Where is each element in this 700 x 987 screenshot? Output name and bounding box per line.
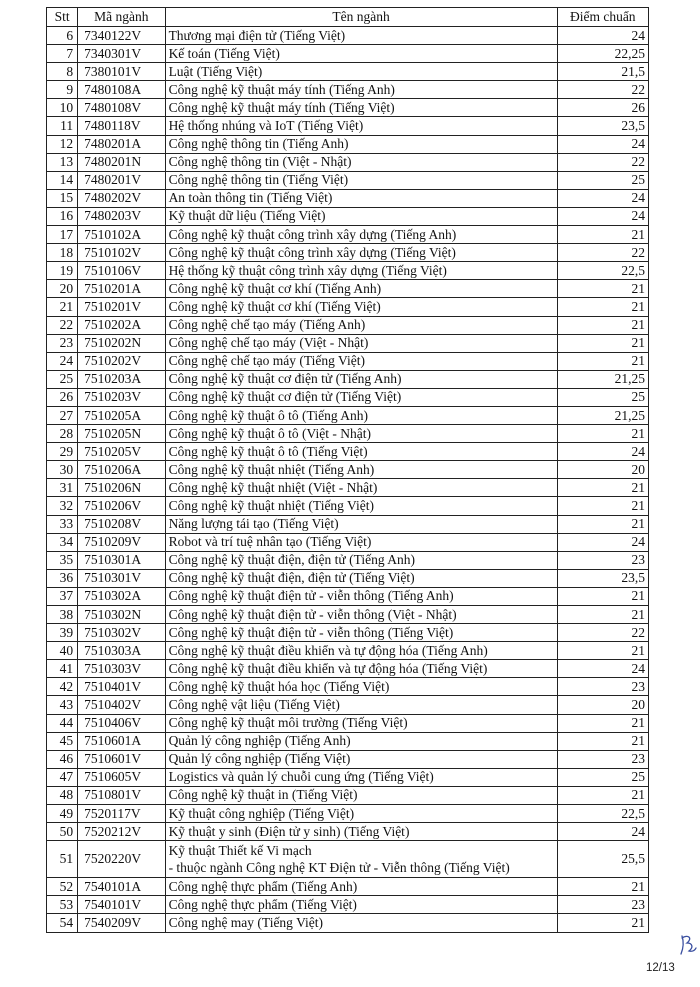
row-score: 21,25 <box>557 370 648 388</box>
row-name-line-1: Kỹ thuật Thiết kế Vi mạch <box>168 843 312 859</box>
row-name: Công nghệ kỹ thuật điện, điện tử (Tiếng Anh) <box>165 551 557 569</box>
table-row <box>47 823 649 841</box>
table-row <box>47 135 649 153</box>
row-code: 7510209V <box>78 533 165 551</box>
row-stt: 48 <box>47 786 78 804</box>
row-name: Kỹ thuật dữ liệu (Tiếng Việt) <box>165 207 557 225</box>
row-code: 7510202N <box>78 334 165 352</box>
row-name: Quản lý công nghiệp (Tiếng Anh) <box>165 732 557 750</box>
row-code: 7510601A <box>78 732 165 750</box>
row-stt: 46 <box>47 750 78 768</box>
table-row <box>47 280 649 298</box>
row-code: 7510401V <box>78 678 165 696</box>
row-name: Công nghệ thông tin (Việt - Nhật) <box>165 153 557 171</box>
table-row <box>47 27 649 45</box>
row-score: 23,5 <box>557 117 648 135</box>
table-row <box>47 786 649 804</box>
table-row <box>47 207 649 225</box>
table-row <box>47 732 649 750</box>
row-stt: 10 <box>47 99 78 117</box>
row-score: 21 <box>557 316 648 334</box>
row-score: 24 <box>557 135 648 153</box>
row-stt: 23 <box>47 334 78 352</box>
row-code: 7480118V <box>78 117 165 135</box>
table-row <box>47 99 649 117</box>
row-stt: 17 <box>47 226 78 244</box>
row-name: Công nghệ kỹ thuật công trình xây dựng (Tiếng Việt) <box>165 244 557 262</box>
row-code: 7340122V <box>78 27 165 45</box>
row-name: Quản lý công nghiệp (Tiếng Việt) <box>165 750 557 768</box>
row-stt: 51 <box>47 841 78 878</box>
row-score: 22,5 <box>557 262 648 280</box>
table-row <box>47 750 649 768</box>
row-name: Công nghệ chế tạo máy (Tiếng Anh) <box>165 316 557 334</box>
row-score: 21 <box>557 352 648 370</box>
row-name: Công nghệ kỹ thuật môi trường (Tiếng Việt) <box>165 714 557 732</box>
row-stt: 27 <box>47 406 78 424</box>
row-stt: 39 <box>47 624 78 642</box>
row-score: 24 <box>557 533 648 551</box>
table-row <box>47 533 649 551</box>
row-stt: 36 <box>47 569 78 587</box>
table-row <box>47 45 649 63</box>
row-score: 22,25 <box>557 45 648 63</box>
table-row <box>47 425 649 443</box>
row-stt: 9 <box>47 81 78 99</box>
table-row <box>47 153 649 171</box>
row-code: 7510402V <box>78 696 165 714</box>
row-stt: 33 <box>47 515 78 533</box>
row-stt: 54 <box>47 914 78 932</box>
row-stt: 52 <box>47 878 78 896</box>
row-code: 7510302V <box>78 624 165 642</box>
table-row <box>47 896 649 914</box>
signature-initial-mark <box>678 932 698 958</box>
table-row <box>47 81 649 99</box>
header-code: Mã ngành <box>78 8 165 27</box>
row-score: 21 <box>557 732 648 750</box>
row-name: Kỹ thuật y sinh (Điện tử y sinh) (Tiếng Việt) <box>165 823 557 841</box>
row-score: 24 <box>557 660 648 678</box>
row-code: 7480108A <box>78 81 165 99</box>
row-stt: 30 <box>47 461 78 479</box>
row-score: 25 <box>557 768 648 786</box>
table-row <box>47 914 649 932</box>
row-code: 7510208V <box>78 515 165 533</box>
table-row <box>47 226 649 244</box>
row-score: 25 <box>557 171 648 189</box>
table-row <box>47 117 649 135</box>
row-stt: 42 <box>47 678 78 696</box>
row-code: 7510301A <box>78 551 165 569</box>
row-stt: 18 <box>47 244 78 262</box>
header-score: Điểm chuẩn <box>557 8 648 27</box>
table-row <box>47 370 649 388</box>
page-number: 12/13 <box>646 962 675 974</box>
row-name: Năng lượng tái tạo (Tiếng Việt) <box>165 515 557 533</box>
row-score: 21 <box>557 878 648 896</box>
row-name: An toàn thông tin (Tiếng Việt) <box>165 189 557 207</box>
table-row <box>47 497 649 515</box>
row-stt: 43 <box>47 696 78 714</box>
row-score: 21,25 <box>557 406 648 424</box>
header-stt: Stt <box>47 8 78 27</box>
row-score: 23 <box>557 750 648 768</box>
row-stt: 13 <box>47 153 78 171</box>
row-code: 7510202A <box>78 316 165 334</box>
row-score: 21 <box>557 298 648 316</box>
row-name: Công nghệ vật liệu (Tiếng Việt) <box>165 696 557 714</box>
admission-score-table <box>46 7 649 933</box>
row-score: 21 <box>557 642 648 660</box>
row-name: Công nghệ chế tạo máy (Việt - Nhật) <box>165 334 557 352</box>
row-code: 7540209V <box>78 914 165 932</box>
row-name: Hệ thống nhúng và IoT (Tiếng Việt) <box>165 117 557 135</box>
row-stt: 6 <box>47 27 78 45</box>
row-stt: 24 <box>47 352 78 370</box>
row-stt: 53 <box>47 896 78 914</box>
table-row <box>47 171 649 189</box>
row-name: Công nghệ kỹ thuật nhiệt (Tiếng Việt) <box>165 497 557 515</box>
row-name: Công nghệ kỹ thuật nhiệt (Việt - Nhật) <box>165 479 557 497</box>
table-row <box>47 768 649 786</box>
table-row <box>47 569 649 587</box>
row-code: 7510302A <box>78 587 165 605</box>
row-name: Công nghệ kỹ thuật cơ điện tử (Tiếng Anh) <box>165 370 557 388</box>
row-name <box>165 841 557 878</box>
row-code: 7510601V <box>78 750 165 768</box>
row-name: Logistics và quản lý chuỗi cung ứng (Tiếng Việt) <box>165 768 557 786</box>
row-score: 24 <box>557 207 648 225</box>
row-score: 21 <box>557 587 648 605</box>
table-row <box>47 878 649 896</box>
row-score: 20 <box>557 696 648 714</box>
row-name: Công nghệ kỹ thuật điện tử - viễn thông (Tiếng Việt) <box>165 624 557 642</box>
row-name: Công nghệ kỹ thuật ô tô (Tiếng Anh) <box>165 406 557 424</box>
row-code: 7480201V <box>78 171 165 189</box>
row-code: 7510303V <box>78 660 165 678</box>
table-row <box>47 515 649 533</box>
row-stt: 14 <box>47 171 78 189</box>
row-stt: 22 <box>47 316 78 334</box>
row-stt: 50 <box>47 823 78 841</box>
table-row <box>47 714 649 732</box>
row-name: Công nghệ kỹ thuật ô tô (Việt - Nhật) <box>165 425 557 443</box>
row-name: Công nghệ thông tin (Tiếng Anh) <box>165 135 557 153</box>
row-stt: 49 <box>47 805 78 823</box>
row-stt: 7 <box>47 45 78 63</box>
row-name: Công nghệ kỹ thuật in (Tiếng Việt) <box>165 786 557 804</box>
row-score: 23,5 <box>557 569 648 587</box>
row-name: Công nghệ kỹ thuật điều khiển và tự động hóa (Tiếng Anh) <box>165 642 557 660</box>
row-score: 21 <box>557 606 648 624</box>
table-body <box>47 27 649 933</box>
row-name: Luật (Tiếng Việt) <box>165 63 557 81</box>
row-score: 23 <box>557 551 648 569</box>
row-score: 23 <box>557 896 648 914</box>
row-code: 7380101V <box>78 63 165 81</box>
row-stt: 34 <box>47 533 78 551</box>
row-code: 7510102V <box>78 244 165 262</box>
row-stt: 32 <box>47 497 78 515</box>
table-row <box>47 316 649 334</box>
row-name: Công nghệ thực phẩm (Tiếng Anh) <box>165 878 557 896</box>
row-score: 21 <box>557 479 648 497</box>
row-score: 25,5 <box>557 841 648 878</box>
row-code: 7340301V <box>78 45 165 63</box>
row-code: 7510605V <box>78 768 165 786</box>
row-code: 7480202V <box>78 189 165 207</box>
row-name: Hệ thống kỹ thuật công trình xây dựng (Tiếng Việt) <box>165 262 557 280</box>
row-stt: 38 <box>47 606 78 624</box>
row-score: 23 <box>557 678 648 696</box>
row-code: 7510206A <box>78 461 165 479</box>
row-stt: 28 <box>47 425 78 443</box>
row-score: 22 <box>557 81 648 99</box>
table-row <box>47 352 649 370</box>
row-stt: 47 <box>47 768 78 786</box>
row-name: Công nghệ kỹ thuật điện tử - viễn thông (Tiếng Anh) <box>165 587 557 605</box>
table-row <box>47 63 649 81</box>
row-score: 21 <box>557 425 648 443</box>
row-stt: 25 <box>47 370 78 388</box>
row-stt: 19 <box>47 262 78 280</box>
row-score: 21 <box>557 786 648 804</box>
row-code: 7540101V <box>78 896 165 914</box>
row-name: Công nghệ kỹ thuật cơ khí (Tiếng Việt) <box>165 298 557 316</box>
row-score: 21 <box>557 226 648 244</box>
row-score: 26 <box>557 99 648 117</box>
row-code: 7480201N <box>78 153 165 171</box>
row-code: 7510406V <box>78 714 165 732</box>
row-score: 21 <box>557 914 648 932</box>
row-stt: 20 <box>47 280 78 298</box>
table-row <box>47 262 649 280</box>
row-name: Công nghệ kỹ thuật máy tính (Tiếng Việt) <box>165 99 557 117</box>
row-name: Công nghệ kỹ thuật máy tính (Tiếng Anh) <box>165 81 557 99</box>
row-name: Công nghệ may (Tiếng Việt) <box>165 914 557 932</box>
row-stt: 44 <box>47 714 78 732</box>
row-code: 7480108V <box>78 99 165 117</box>
row-score: 22 <box>557 244 648 262</box>
row-code: 7510302N <box>78 606 165 624</box>
row-code: 7510203A <box>78 370 165 388</box>
row-name: Công nghệ kỹ thuật ô tô (Tiếng Việt) <box>165 443 557 461</box>
row-score: 24 <box>557 189 648 207</box>
row-stt: 29 <box>47 443 78 461</box>
row-code: 7480201A <box>78 135 165 153</box>
row-score: 21 <box>557 714 648 732</box>
table-row <box>47 298 649 316</box>
row-code: 7510205N <box>78 425 165 443</box>
row-stt: 16 <box>47 207 78 225</box>
row-code: 7510106V <box>78 262 165 280</box>
row-code: 7510801V <box>78 786 165 804</box>
row-stt: 11 <box>47 117 78 135</box>
row-score: 21 <box>557 497 648 515</box>
row-score: 22,5 <box>557 805 648 823</box>
row-score: 21 <box>557 280 648 298</box>
row-name: Công nghệ kỹ thuật nhiệt (Tiếng Anh) <box>165 461 557 479</box>
table-row <box>47 388 649 406</box>
row-name: Công nghệ kỹ thuật điện tử - viễn thông (Việt - Nhật) <box>165 606 557 624</box>
row-stt: 12 <box>47 135 78 153</box>
row-stt: 26 <box>47 388 78 406</box>
table-row <box>47 461 649 479</box>
row-code: 7510203V <box>78 388 165 406</box>
row-code: 7510201V <box>78 298 165 316</box>
row-score: 24 <box>557 27 648 45</box>
row-stt: 41 <box>47 660 78 678</box>
row-name: Công nghệ kỹ thuật điều khiển và tự động hóa (Tiếng Việt) <box>165 660 557 678</box>
row-name: Robot và trí tuệ nhân tạo (Tiếng Việt) <box>165 533 557 551</box>
row-stt: 8 <box>47 63 78 81</box>
row-code: 7510303A <box>78 642 165 660</box>
row-score: 24 <box>557 443 648 461</box>
row-score: 25 <box>557 388 648 406</box>
table-row <box>47 678 649 696</box>
row-code: 7510205A <box>78 406 165 424</box>
row-code: 7510206V <box>78 497 165 515</box>
row-name: Kế toán (Tiếng Việt) <box>165 45 557 63</box>
row-name: Thương mại điện tử (Tiếng Việt) <box>165 27 557 45</box>
row-score: 21 <box>557 515 648 533</box>
row-code: 7480203V <box>78 207 165 225</box>
row-name: Kỹ thuật công nghiệp (Tiếng Việt) <box>165 805 557 823</box>
header-name: Tên ngành <box>165 8 557 27</box>
row-name: Công nghệ kỹ thuật cơ điện tử (Tiếng Việt) <box>165 388 557 406</box>
row-score: 21,5 <box>557 63 648 81</box>
table-row <box>47 660 649 678</box>
row-stt: 35 <box>47 551 78 569</box>
row-code: 7520212V <box>78 823 165 841</box>
row-score: 22 <box>557 153 648 171</box>
table-row <box>47 805 649 823</box>
row-score: 22 <box>557 624 648 642</box>
table-row <box>47 406 649 424</box>
table-row <box>47 443 649 461</box>
row-score: 20 <box>557 461 648 479</box>
table-row <box>47 189 649 207</box>
row-stt: 21 <box>47 298 78 316</box>
table-row <box>47 642 649 660</box>
row-name: Công nghệ thông tin (Tiếng Việt) <box>165 171 557 189</box>
row-code: 7540101A <box>78 878 165 896</box>
row-code: 7520220V <box>78 841 165 878</box>
table-row <box>47 334 649 352</box>
row-code: 7510301V <box>78 569 165 587</box>
row-code: 7520117V <box>78 805 165 823</box>
row-name: Công nghệ chế tạo máy (Tiếng Việt) <box>165 352 557 370</box>
row-score: 24 <box>557 823 648 841</box>
table-header-row <box>47 8 649 27</box>
row-code: 7510205V <box>78 443 165 461</box>
row-name: Công nghệ kỹ thuật điện, điện tử (Tiếng Việt) <box>165 569 557 587</box>
table-row <box>47 696 649 714</box>
row-stt: 45 <box>47 732 78 750</box>
row-stt: 15 <box>47 189 78 207</box>
row-name: Công nghệ kỹ thuật cơ khí (Tiếng Anh) <box>165 280 557 298</box>
table-row <box>47 244 649 262</box>
row-code: 7510202V <box>78 352 165 370</box>
row-stt: 40 <box>47 642 78 660</box>
row-code: 7510102A <box>78 226 165 244</box>
table-row <box>47 551 649 569</box>
row-name: Công nghệ thực phẩm (Tiếng Việt) <box>165 896 557 914</box>
row-code: 7510206N <box>78 479 165 497</box>
row-score: 21 <box>557 334 648 352</box>
table-row <box>47 606 649 624</box>
table-row <box>47 624 649 642</box>
row-name: Công nghệ kỹ thuật công trình xây dựng (Tiếng Anh) <box>165 226 557 244</box>
table-row <box>47 587 649 605</box>
table-row <box>47 479 649 497</box>
row-name: Công nghệ kỹ thuật hóa học (Tiếng Việt) <box>165 678 557 696</box>
row-code: 7510201A <box>78 280 165 298</box>
row-name-line-2: - thuộc ngành Công nghệ KT Điện tử - Viễn thông (Tiếng Việt) <box>168 860 510 876</box>
row-stt: 31 <box>47 479 78 497</box>
table-row <box>47 841 649 878</box>
row-stt: 37 <box>47 587 78 605</box>
